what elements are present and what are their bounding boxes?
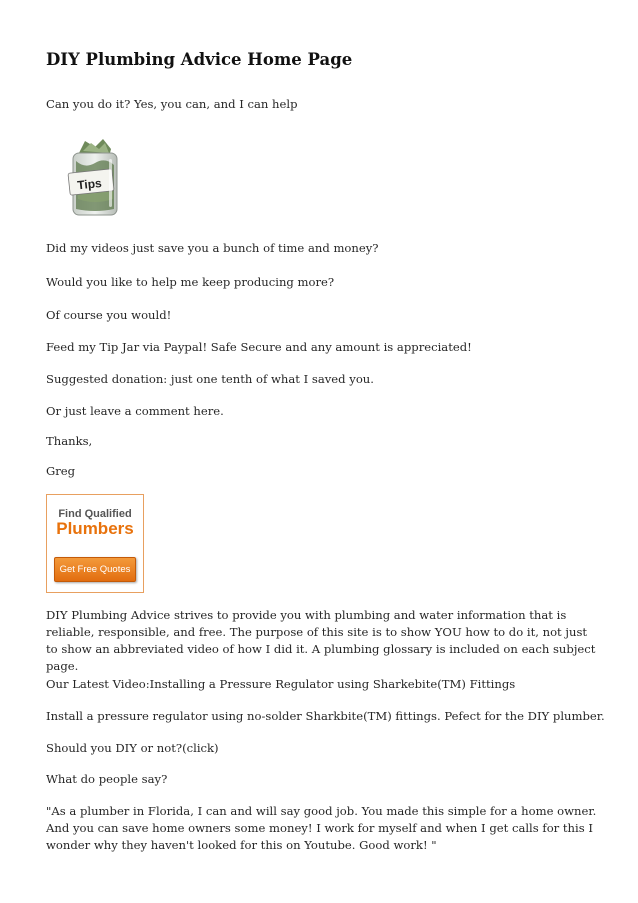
paragraph: Feed my Tip Jar via Paypal! Safe Secure and any amount is appreciated! xyxy=(46,340,472,354)
section-heading: What do people say? xyxy=(46,772,168,786)
page-title: DIY Plumbing Advice Home Page xyxy=(46,50,353,69)
video-description: Install a pressure regulator using no-solder Sharkbite(TM) fittings. Pefect for the DIY plumber. xyxy=(46,709,605,723)
signature-name: Greg xyxy=(46,464,76,478)
find-plumbers-ad[interactable] xyxy=(46,494,144,593)
latest-video-link[interactable]: Our Latest Video:Installing a Pressure Regulator using Sharkebite(TM) Fittings xyxy=(46,677,516,691)
tagline: Can you do it? Yes, you can, and I can help xyxy=(46,97,298,111)
get-free-quotes-button[interactable]: Get Free Quotes xyxy=(54,557,136,582)
paragraph: Did my videos just save you a bunch of time and money? xyxy=(46,241,379,255)
paragraph: Would you like to help me keep producing more? xyxy=(46,275,335,289)
svg-text:Tips: Tips xyxy=(76,175,103,193)
ad-subheading: Plumbers xyxy=(56,519,134,538)
paragraph: Of course you would! xyxy=(46,308,172,322)
paragraph: Thanks, xyxy=(46,434,93,448)
paragraph: Suggested donation: just one tenth of what I saved you. xyxy=(46,372,374,386)
paragraph: Or just leave a comment here. xyxy=(46,404,224,418)
intro-paragraph: DIY Plumbing Advice strives to provide you with plumbing and water information that is reliable, responsible, and free. The purpose of this site is to show YOU how to do it, not just to show an abbreviated video of how I did it. A plumbing glossary is included on each subject page. xyxy=(46,608,596,673)
testimonial-quote: "As a plumber in Florida, I can and will say good job. You made this simple for a home owner. And you can save home owners some money! I work for myself and when I get calls for this I wonder why they haven't looked for this on Youtube. Good work! " xyxy=(46,804,597,852)
should-diy-link[interactable]: Should you DIY or not?(click) xyxy=(46,741,219,755)
ad-heading: Find Qualified xyxy=(58,508,132,520)
tip-jar-icon xyxy=(65,139,127,219)
tip-jar-image[interactable] xyxy=(65,139,127,219)
